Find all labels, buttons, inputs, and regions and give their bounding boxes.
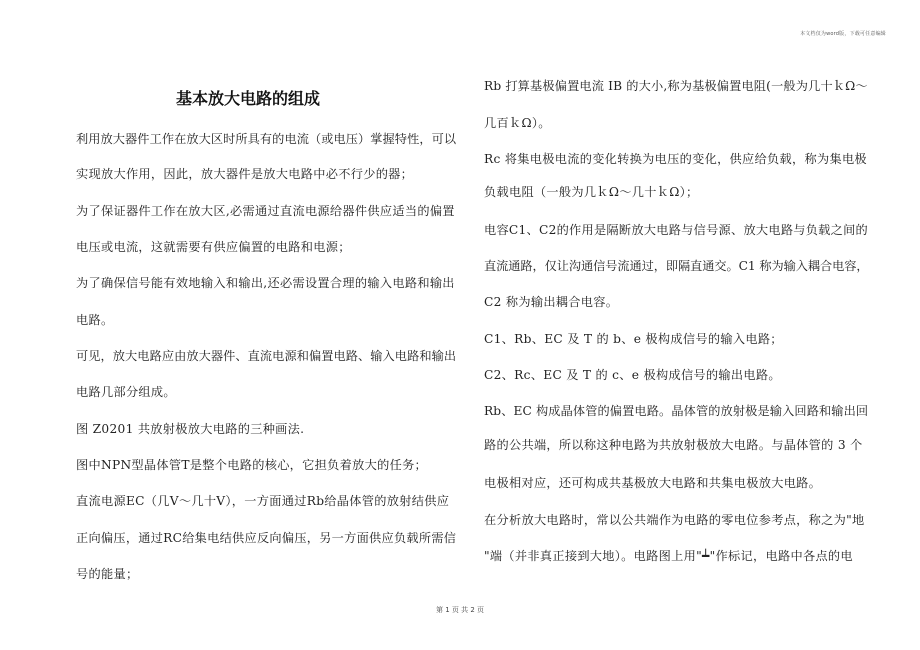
paragraph-line: C2、Rc、EC 及 T 的 c、e 极构成信号的输出电路。 bbox=[484, 368, 781, 382]
paragraph-line: 正向偏压，通过RC给集电结供应反向偏压，另一方面供应负载所需信 bbox=[76, 531, 457, 545]
paragraph-line: 负载电阻（一般为几ｋΩ～几十ｋΩ）； bbox=[484, 185, 699, 199]
paragraph-line: 电极相对应，还可构成共基极放大电路和共集电极放大电路。 bbox=[484, 476, 822, 490]
paragraph-line: 号的能量； bbox=[76, 567, 139, 581]
paragraph-line: 直流电源EC（几V～几十V），一方面通过Rb给晶体管的放射结供应 bbox=[76, 494, 450, 508]
paragraph-line: 实现放大作用，因此，放大器件是放大电路中必不行少的器； bbox=[76, 167, 414, 181]
figure-caption: 图 Z0201 共放射极放大电路的三种画法. bbox=[76, 422, 305, 436]
paragraph-line: 利用放大器件工作在放大区时所具有的电流（或电压）掌握特性，可以 bbox=[76, 132, 457, 146]
paragraph-line: 为了确保信号能有效地输入和输出,还必需设置合理的输入电路和输出 bbox=[76, 276, 455, 290]
paragraph-line: 路的公共端，所以称这种电路为共放射极放大电路。与晶体管的 3 个 bbox=[484, 438, 863, 452]
paragraph-line: 电容C1、C2的作用是隔断放大电路与信号源、放大电路与负载之间的 bbox=[484, 223, 869, 237]
document-title: 基本放大电路的组成 bbox=[176, 89, 321, 108]
paragraph-line: 电压或电流，这就需要有供应偏置的电路和电源； bbox=[76, 240, 351, 254]
paragraph-line: Rb 打算基极偏置电流 IB 的大小,称为基极偏置电阻(一般为几十ｋΩ～ bbox=[484, 79, 868, 93]
paragraph-line: 电路几部分组成。 bbox=[76, 385, 176, 399]
paragraph-line: Rc 将集电极电流的变化转换为电压的变化，供应给负载，称为集电极 bbox=[484, 152, 867, 166]
paragraph-line: 可见，放大电路应由放大器件、直流电源和偏置电路、输入电路和输出 bbox=[76, 349, 457, 363]
paragraph-line: Rb、EC 构成晶体管的偏置电路。晶体管的放射极是输入回路和输出回 bbox=[484, 404, 869, 418]
header-note: 本文档仅为word版，下载可任意编辑 bbox=[800, 31, 886, 37]
paragraph-line: 在分析放大电路时，常以公共端作为电路的零电位参考点，称之为"地 bbox=[484, 513, 865, 527]
paragraph-line: 电路。 bbox=[76, 313, 114, 327]
paragraph-line: 几百ｋΩ）。 bbox=[484, 116, 551, 130]
paragraph-line: 图中NPN型晶体管T是整个电路的核心，它担负着放大的任务； bbox=[76, 458, 428, 472]
paragraph-line: "端（并非真正接到大地）。电路图上用"┷"作标记，电路中各点的电 bbox=[484, 549, 853, 563]
paragraph-line: 为了保证器件工作在放大区,必需通过直流电源给器件供应适当的偏置 bbox=[76, 204, 455, 218]
paragraph-line: C2 称为输出耦合电容。 bbox=[484, 295, 619, 309]
paragraph-line: 直流通路，仅让沟通信号流通过，即隔直通交。C1 称为输入耦合电容， bbox=[484, 259, 869, 273]
paragraph-line: C1、Rb、EC 及 T 的 b、e 极构成信号的输入电路； bbox=[484, 332, 783, 346]
page-footer: 第 1 页 共 2 页 bbox=[435, 606, 485, 614]
